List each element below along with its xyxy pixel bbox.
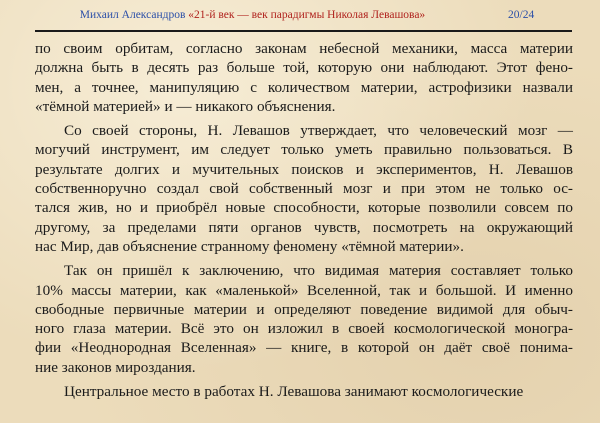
text-line: фии «Неоднородная Вселенная» — книге, в которой он даёт своё понима- (35, 339, 573, 357)
page-number: 20/24 (508, 9, 535, 21)
paragraph (35, 39, 573, 116)
text-line: Так он пришёл к заключению, что видимая материя составляет только (64, 262, 573, 280)
text-line: мен, а точнее, манипуляцию с количеством материи, астрофизики назвали (35, 78, 573, 96)
text-line: Со своей стороны, Н. Левашов утверждает, что человеческий мозг — (64, 122, 573, 140)
paragraph (35, 121, 573, 256)
header-divider (35, 30, 572, 32)
text-line: другому, за пределами пяти органов чувств, посмотреть на окружающий (35, 218, 573, 236)
page-header (0, 0, 600, 30)
text-line: должна быть в десять раз больше той, которую они наблюдают. Этот фено- (35, 59, 573, 77)
text-line: тался жив, но и приобрёл новые способности, которые позволили совсем по (35, 199, 573, 217)
text-line: нас Мир, дав объяснение странному феномену «тёмной материи». (35, 237, 464, 255)
text-line: ного глаза материи. Всё это он изложил в своей космологической моногра- (35, 320, 573, 338)
text-line: 10% массы материи, как «маленькой» Вселенной, так и большой. И именно (35, 281, 573, 299)
paragraph (35, 382, 573, 401)
header-book-title: «21-й век — век парадигмы Николая Левашова» (188, 9, 426, 21)
text-line: могучий инструмент, им следует только уметь правильно пользоваться. В (35, 141, 573, 159)
text-line: по своим орбитам, согласно законам небесной механики, масса материи (35, 40, 573, 57)
text-line: «тёмной материей» и — никакого объяснения. (35, 97, 336, 115)
text-line: результате долгих и мучительных поисков и экспериментов, Н. Левашов (35, 160, 573, 178)
header-author: Михаил Александров (79, 9, 186, 21)
body-text (35, 39, 573, 406)
text-line: свободные первичные материи и определяют поведение видимой для обыч- (35, 300, 573, 318)
text-line: ние законов мироздания. (35, 358, 196, 376)
text-line: собственноручно создал свой собственный мозг и при этом не только ос- (35, 180, 573, 198)
paragraph (35, 261, 573, 377)
text-line: Центральное место в работах Н. Левашова занимают космологические (64, 383, 524, 401)
running-header (0, 9, 505, 21)
